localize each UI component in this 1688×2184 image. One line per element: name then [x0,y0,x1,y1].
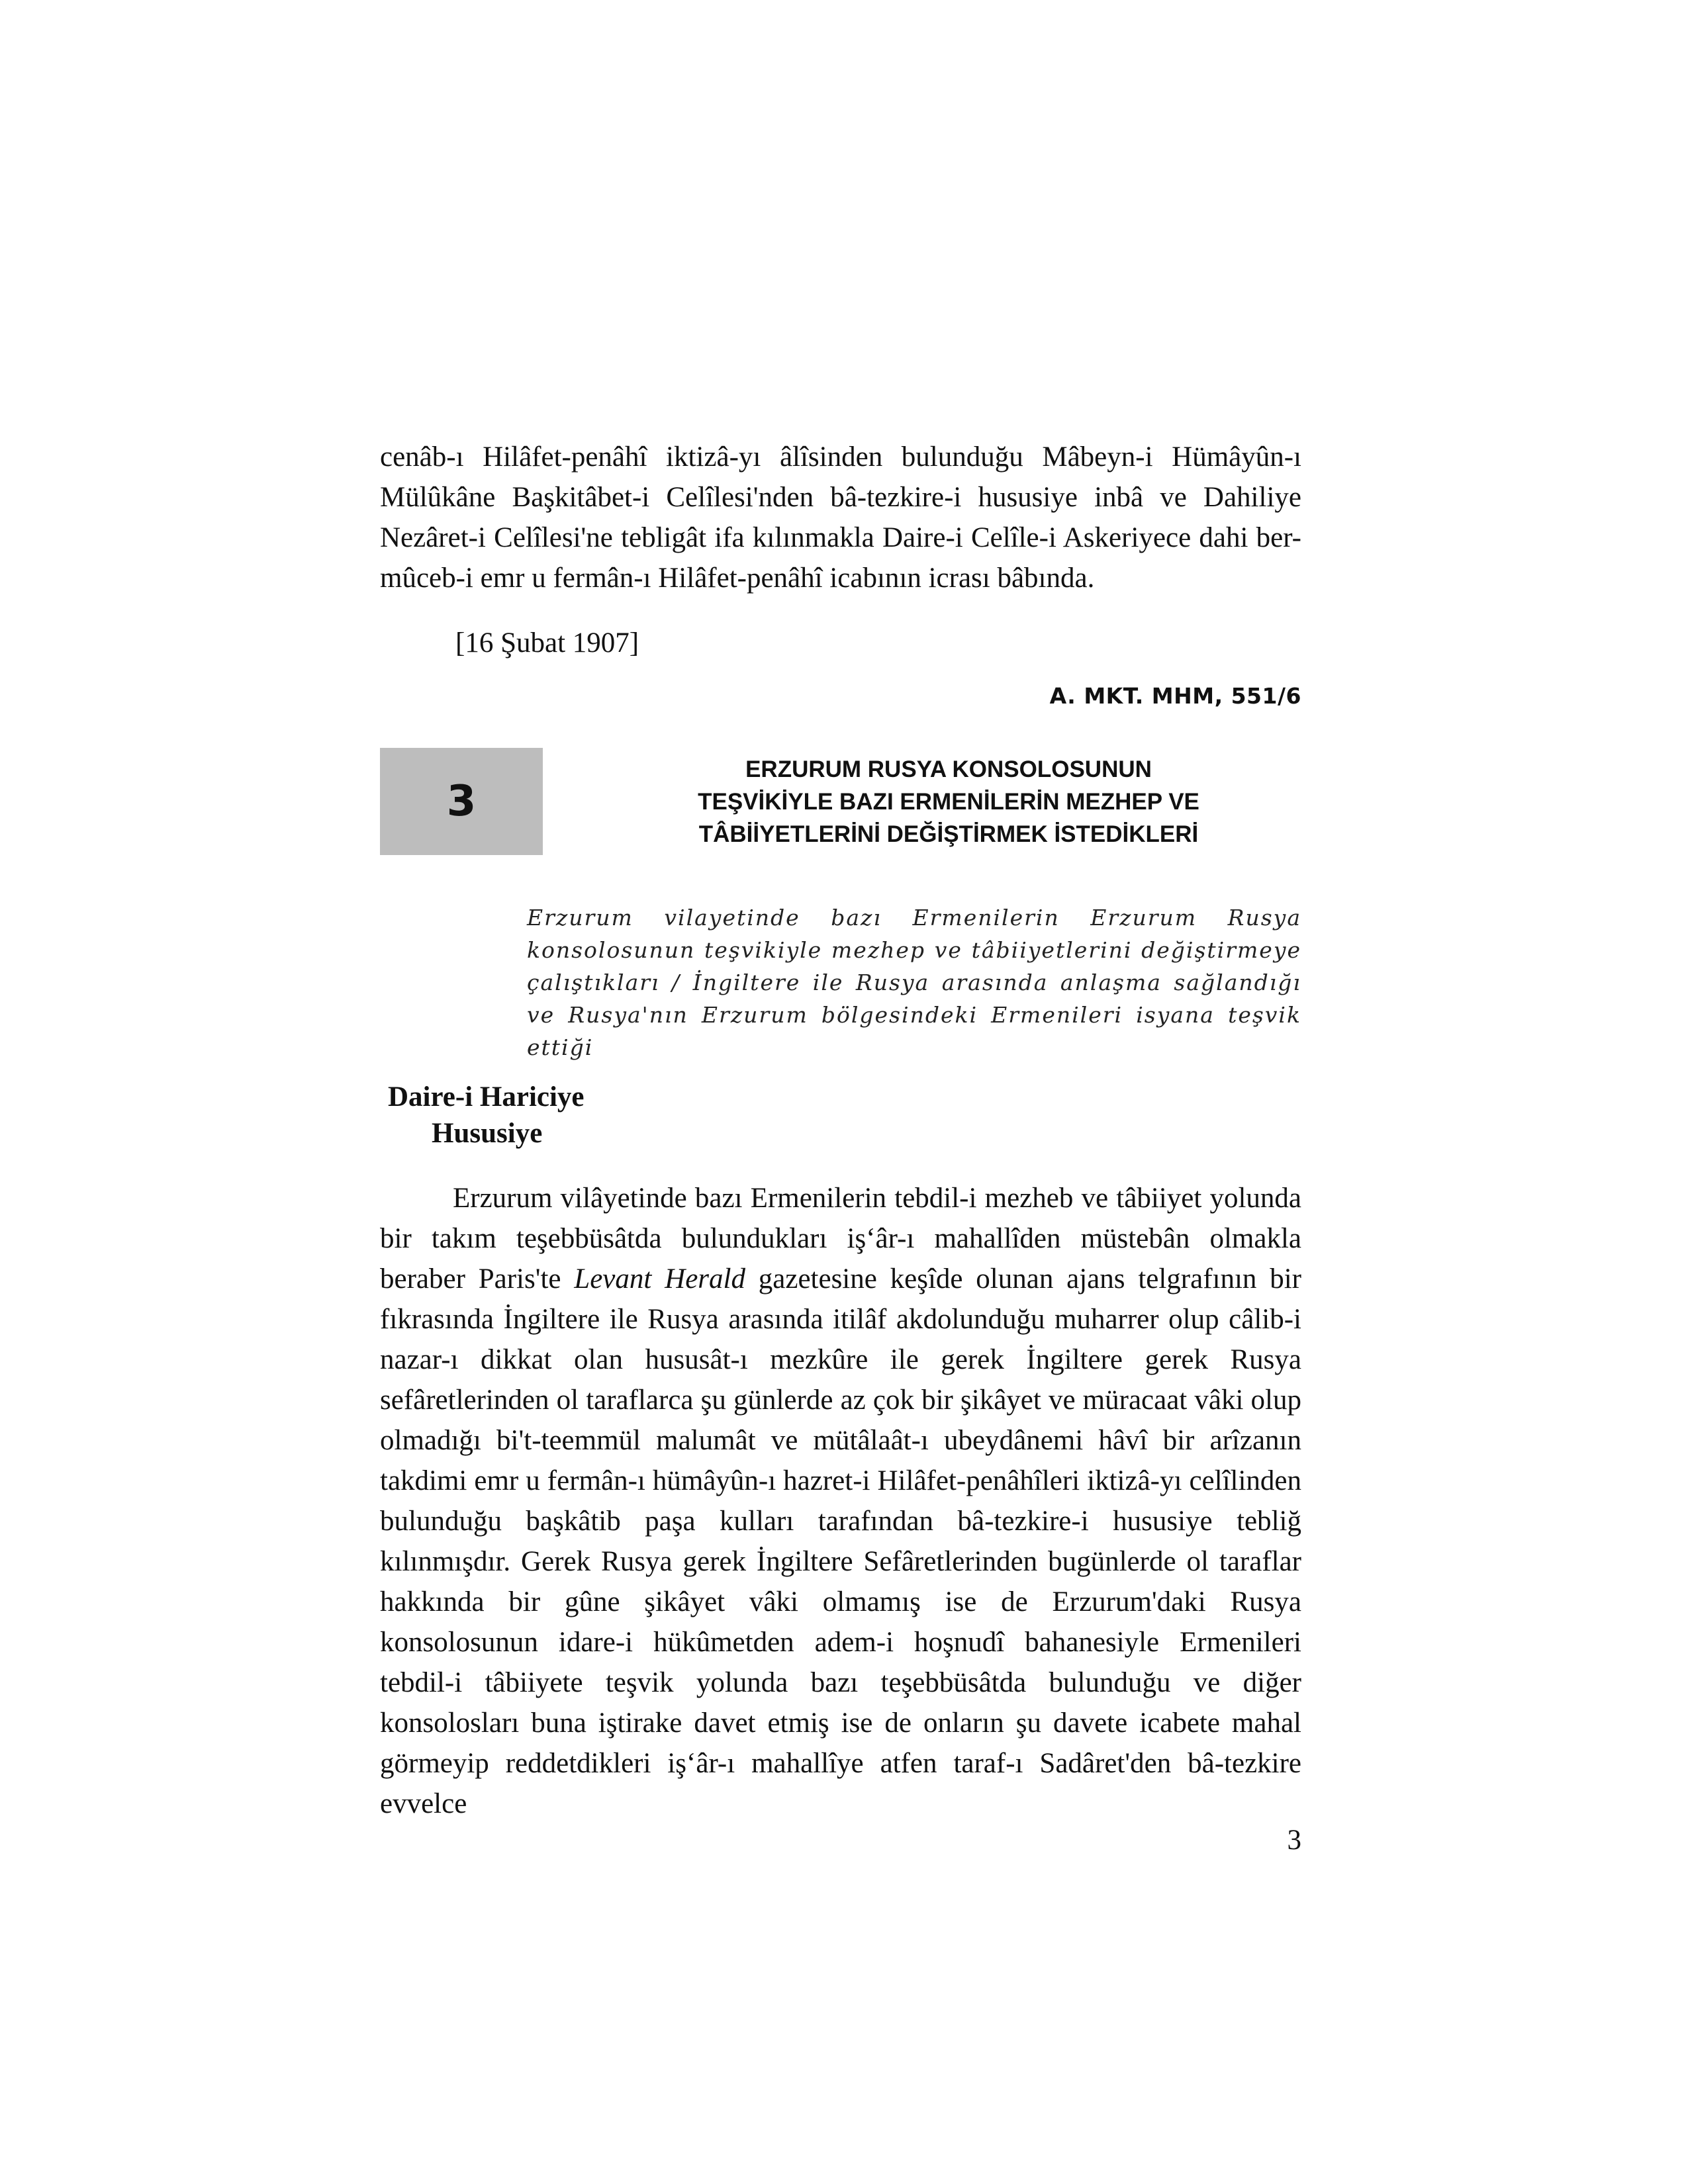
main-paragraph-text: gazetesine keşîde olunan ajans telgrafının bir fıkrasında İngiltere ile Rusya arasında itilâf akdolunduğu muharrer olup câlib-i nazar-ı dikkat olan hususât-ı mezkûre ile gerek İngiltere gerek Rusya sefâretlerinden ol taraflarca şu günlerde az çok bir şikâyet ve müracaat vâki olup olmadığı bi't-teemmül malumât ve mütâlaât-ı ubeydânemi hâvî bir arîzanın takdimi emr u fermân-ı hümâyûn-ı hazret-i Hilâfet-penâhîleri iktizâ-yı celîlinden bulunduğu başkâtib paşa kulları tarafından bâ-tezkire-i hususiye tebliğ kılınmışdır. Gerek Rusya gerek İngiltere Sefâretlerinden bugünlerde ol taraflar hakkında bir gûne şikâyet vâki olmamış ise de Erzurum'daki Rusya konsolosunun idare-i hükûmetden adem-i hoşnudî bahanesiyle Ermenileri tebdil-i tâbiiyete teşvik yolunda bazı teşebbüsâtda bulunduğu ve diğer konsolosları buna iştirake davet etmiş ise de onların şu davete icabete mahal görmeyip reddetdikleri iş‘âr-ı mahallîye atfen taraf-ı Sadâret'den bâ-tezkire evvelce [380,1263,1301,1819]
office-heading [388,1079,585,1152]
archive-reference: A. MKT. MHM, 551/6 [1049,683,1301,709]
main-paragraph-text: Erzurum vilâyetinde bazı Ermenilerin tebdil-i mezheb ve tâbiiyet yolunda bir takım teşebbüsâtda bulundukları iş‘âr-ı mahallîden müstebân olmakla beraber Paris'te [380,1183,1301,1295]
newspaper-name: Levant Herald [574,1263,745,1295]
page-number: 3 [1287,1825,1301,1856]
main-paragraph [380,1178,1301,1824]
document-date: [16 Şubat 1907] [455,627,639,659]
continued-paragraph: cenâb-ı Hilâfet-penâhî iktizâ-yı âlîsinden bulunduğu Mâbeyn-i Hümâyûn-ı Mülûkâne Başkitâbet-i Celîlesi'nden bâ-tezkire-i hususiye inbâ ve Dahiliye Nezâret-i Celîlesi'ne tebligât ifa kılınmakla Daire-i Celîle-i Askeriyece dahi ber-mûceb-i emr u fermân-ı Hilâfet-penâhî icabının icrası bâbında. [380,441,1301,594]
document-title-line: TEŞVİKİYLE BAZI ERMENİLERİN MEZHEP VE [698,789,1199,815]
document-number-box [380,748,543,855]
office-heading-line: Hususiye [432,1118,543,1149]
document-summary: Erzurum vilayetinde bazı Ermenilerin Erzurum Rusya konsolosunun teşvikiyle mezhep ve tâbiiyetlerini değiştirmeye çalıştıkları / İngiltere ile Rusya arasında anlaşma sağlandığı ve Rusya'nın Erzurum bölgesindeki Ermenileri isyana teşvik ettiği [527,905,1301,1060]
document-number: 3 [446,777,477,826]
office-heading-line: Daire-i Hariciye [388,1081,585,1113]
document-title-line: ERZURUM RUSYA KONSOLOSUNUN [745,756,1152,782]
document-title [596,753,1301,850]
document-title-line: TÂBİİYETLERİNİ DEĞİŞTİRMEK İSTEDİKLERİ [698,821,1199,847]
